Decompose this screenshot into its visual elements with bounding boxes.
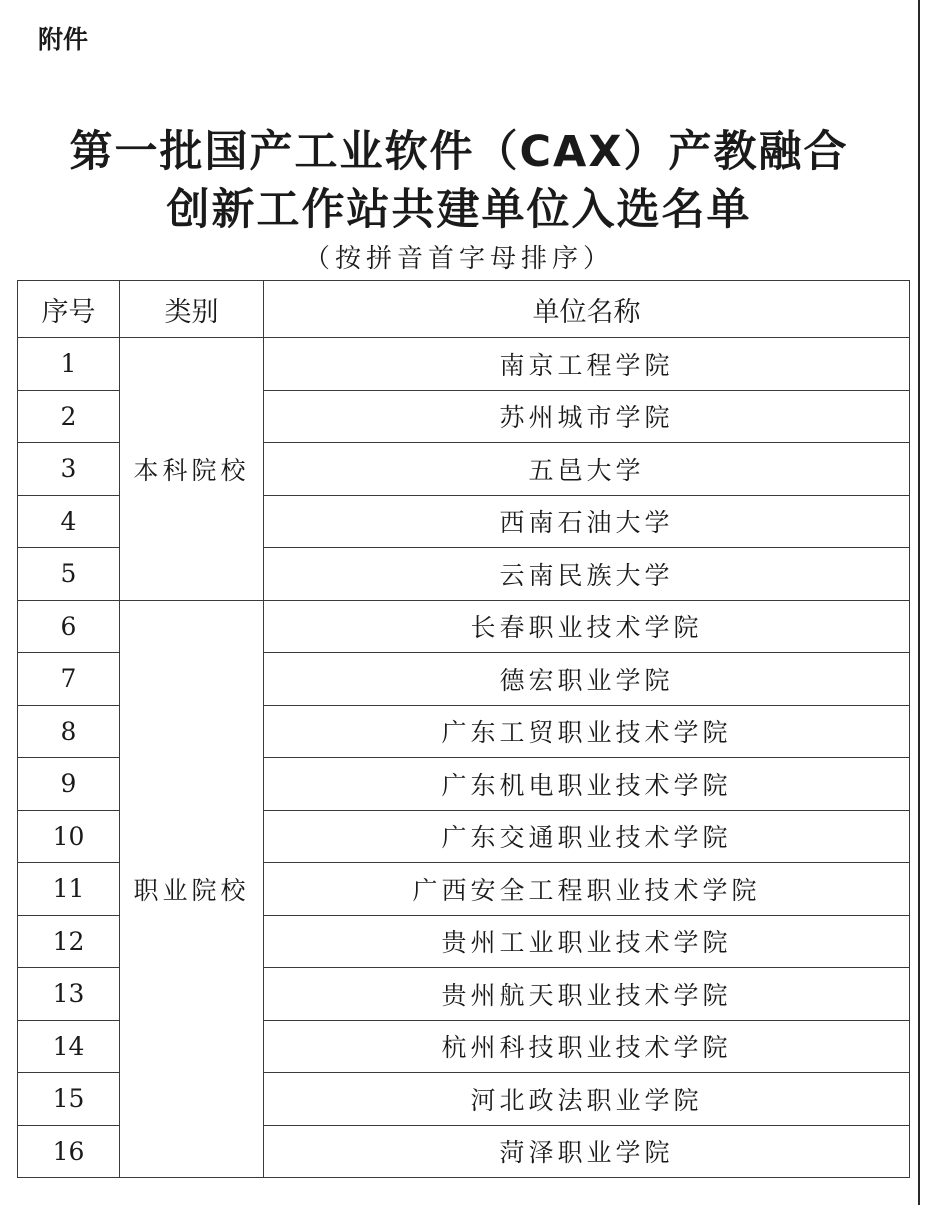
row-unit-name: 广东交通职业技术学院 — [264, 810, 910, 863]
row-serial-number: 7 — [18, 653, 120, 706]
header-unit-name: 单位名称 — [264, 281, 910, 338]
row-serial-number: 2 — [18, 390, 120, 443]
row-unit-name: 广东工贸职业技术学院 — [264, 705, 910, 758]
header-category: 类别 — [120, 281, 264, 338]
row-serial-number: 15 — [18, 1073, 120, 1126]
row-unit-name: 广东机电职业技术学院 — [264, 758, 910, 811]
row-serial-number: 10 — [18, 810, 120, 863]
sort-note: （按拼音首字母排序） — [303, 244, 614, 274]
row-serial-number: 14 — [18, 1020, 120, 1073]
row-unit-name: 长春职业技术学院 — [264, 600, 910, 653]
row-unit-name: 南京工程学院 — [264, 338, 910, 391]
selected-units-table — [17, 280, 910, 1178]
row-serial-number: 6 — [18, 600, 120, 653]
row-serial-number: 12 — [18, 915, 120, 968]
header-serial-number: 序号 — [18, 281, 120, 338]
row-serial-number: 11 — [18, 863, 120, 916]
document-title-line-2: 创新工作站共建单位入选名单 — [166, 185, 752, 235]
row-serial-number: 13 — [18, 968, 120, 1021]
row-unit-name: 杭州科技职业技术学院 — [264, 1020, 910, 1073]
row-category: 本科院校 — [120, 338, 264, 601]
row-serial-number: 4 — [18, 495, 120, 548]
document-title-line-1: 第一批国产工业软件（CAX）产教融合 — [69, 127, 849, 177]
row-unit-name: 河北政法职业学院 — [264, 1073, 910, 1126]
row-unit-name: 广西安全工程职业技术学院 — [264, 863, 910, 916]
table-header-row — [18, 281, 910, 338]
row-unit-name: 贵州航天职业技术学院 — [264, 968, 910, 1021]
table-row — [18, 338, 910, 391]
attachment-label: 附件 — [38, 25, 89, 54]
row-serial-number: 1 — [18, 338, 120, 391]
row-serial-number: 16 — [18, 1125, 120, 1178]
row-unit-name: 德宏职业学院 — [264, 653, 910, 706]
row-unit-name: 云南民族大学 — [264, 548, 910, 601]
row-unit-name: 菏泽职业学院 — [264, 1125, 910, 1178]
row-serial-number: 5 — [18, 548, 120, 601]
row-category: 职业院校 — [120, 600, 264, 1178]
page-edge-line — [918, 0, 920, 1205]
row-serial-number: 8 — [18, 705, 120, 758]
table-body — [18, 338, 910, 1178]
row-unit-name: 西南石油大学 — [264, 495, 910, 548]
row-unit-name: 贵州工业职业技术学院 — [264, 915, 910, 968]
row-unit-name: 五邑大学 — [264, 443, 910, 496]
row-unit-name: 苏州城市学院 — [264, 390, 910, 443]
table-row — [18, 600, 910, 653]
row-serial-number: 3 — [18, 443, 120, 496]
row-serial-number: 9 — [18, 758, 120, 811]
